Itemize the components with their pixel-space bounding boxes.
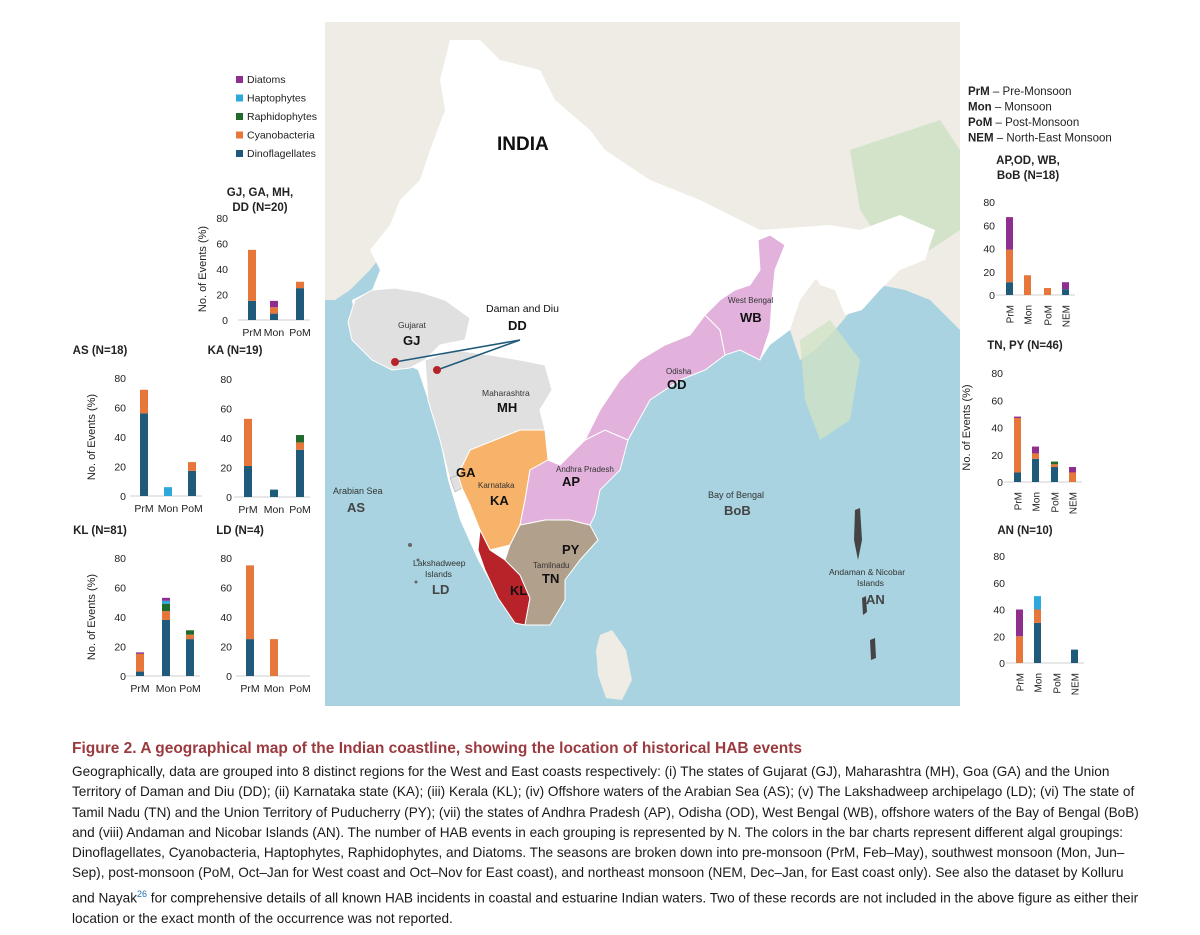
legend-label: Raphidophytes [247, 111, 318, 123]
x-tick-label: PoM [289, 504, 311, 516]
map-region-wb-name: West Bengal [728, 296, 774, 305]
map-sea-ld: LD [432, 582, 450, 597]
y-tick-label: 60 [993, 577, 1005, 590]
y-axis-label: No. of Events (%) [86, 393, 98, 481]
bar-segment-cyanobacteria [162, 611, 170, 620]
map-region-ap-name: Andhra Pradesh [556, 465, 614, 474]
bar-segment-dinoflagellates [186, 639, 194, 676]
bar-segment-cyanobacteria [246, 565, 254, 639]
y-tick-label: 60 [216, 238, 228, 251]
y-tick-label: 80 [991, 368, 1003, 380]
chart-title: AP,OD, WB, [996, 155, 1060, 167]
bar-segment-dinoflagellates [270, 490, 278, 497]
y-tick-label: 0 [226, 492, 232, 504]
bar-segment-cyanobacteria [1044, 288, 1051, 295]
map-region-ka-name: Karnataka [478, 481, 515, 490]
bar-segment-haptophytes [1034, 596, 1041, 609]
map-daman-label: Daman and Diu [486, 303, 559, 315]
legend-swatch [236, 113, 243, 120]
season-abbr: Mon [968, 101, 992, 114]
bar-segment-cyanobacteria [270, 307, 278, 313]
chart-title: LD (N=4) [216, 525, 264, 537]
map-sea-an-name-2: Islands [857, 578, 884, 588]
legend-swatch [236, 132, 243, 139]
bar-segment-dinoflagellates [1071, 650, 1078, 663]
y-tick-label: 0 [999, 658, 1005, 670]
chart-5 [216, 525, 311, 695]
y-axis-label: No. of Events (%) [961, 384, 973, 471]
y-tick-label: 20 [216, 289, 228, 302]
x-tick-label: Mon [263, 327, 285, 339]
season-full: – Monsoon [991, 101, 1052, 114]
y-tick-label: 0 [997, 477, 1003, 489]
chart-3 [208, 345, 311, 516]
season-abbr: PoM [968, 117, 993, 129]
map-sea-bob: BoB [724, 503, 751, 518]
bar-segment-cyanobacteria [1024, 275, 1031, 295]
bar-segment-haptophytes [162, 601, 170, 604]
bar-segment-raphidophytes [162, 604, 170, 611]
x-tick-label: NEM [1061, 305, 1073, 328]
y-tick-label: 20 [220, 641, 232, 654]
caption-body-text-end: for comprehensive details of all known HAB incidents in coastal and estuarine Indian waters. Two of these records are not included in the above figure as either their location or the exact month of the occurrence was not reported. [72, 890, 1139, 926]
map-region-od-name: Odisha [666, 367, 692, 376]
bar-segment-dinoflagellates [296, 288, 304, 320]
chart-4 [73, 525, 201, 695]
y-tick-label: 0 [120, 671, 126, 683]
x-tick-label: PrM [240, 683, 260, 695]
y-tick-label: 0 [222, 315, 228, 327]
bar-segment-cyanobacteria [140, 390, 148, 414]
caption-body [72, 762, 1142, 929]
y-tick-label: 80 [220, 374, 232, 386]
chart-title: AS (N=18) [72, 345, 128, 357]
map-region-gj-name: Gujarat [398, 320, 426, 330]
y-tick-label: 40 [114, 432, 126, 444]
bar-segment-dinoflagellates [136, 672, 144, 676]
bar-segment-dinoflagellates [162, 620, 170, 676]
map-region-mh: MH [497, 400, 518, 415]
y-tick-label: 40 [220, 433, 232, 445]
x-tick-label: PrM [1005, 305, 1017, 324]
bar-segment-diatoms [1032, 447, 1039, 454]
bar-segment-dinoflagellates [1014, 472, 1021, 482]
y-tick-label: 40 [991, 422, 1003, 435]
map-sea-ld-name-1: Lakshadweep [413, 558, 466, 568]
x-tick-label: PoM [181, 503, 203, 515]
y-axis-label: No. of Events (%) [86, 573, 98, 661]
season-key-item [968, 133, 1112, 145]
legend-label: Dinoflagellates [247, 148, 316, 160]
y-tick-label: 80 [114, 553, 126, 565]
y-tick-label: 40 [220, 612, 232, 624]
bar-segment-cyanobacteria [1006, 250, 1013, 283]
y-tick-label: 80 [114, 373, 126, 385]
y-tick-label: 0 [989, 290, 995, 302]
map-region-dd: DD [508, 318, 527, 333]
map-region-gj: GJ [403, 333, 421, 348]
caption-title: Figure 2. A geographical map of the Indian coastline, showing the location of historical HAB events [72, 740, 803, 757]
map-sea-as: AS [347, 500, 366, 515]
chart-title: GJ, GA, MH, [226, 187, 294, 199]
chart-title: TN, PY (N=46) [987, 340, 1063, 352]
map-sea-ld-name-2: Islands [425, 569, 452, 579]
bar-segment-dinoflagellates [296, 450, 304, 497]
x-tick-label: PoM [1043, 305, 1055, 326]
bar-segment-haptophytes [164, 487, 172, 496]
bar-segment-dinoflagellates [1032, 459, 1039, 482]
chart-title: DD (N=20) [232, 202, 288, 214]
legend-swatch [236, 150, 243, 157]
y-tick-label: 60 [114, 582, 126, 595]
bar-segment-cyanobacteria [270, 639, 278, 676]
x-tick-label: PoM [1050, 492, 1062, 513]
x-tick-label: Mon [263, 683, 285, 695]
x-tick-label: PoM [289, 327, 311, 339]
y-tick-label: 60 [991, 395, 1003, 408]
x-tick-label: PrM [130, 683, 150, 695]
map-region-ka: KA [490, 493, 509, 508]
map-sea-an: AN [866, 592, 885, 607]
bar-segment-diatoms [1006, 217, 1013, 250]
bar-segment-cyanobacteria [1069, 472, 1076, 482]
y-tick-label: 60 [114, 402, 126, 415]
bar-segment-raphidophytes [1051, 462, 1058, 465]
bar-segment-cyanobacteria [296, 442, 304, 449]
season-abbr: NEM [968, 132, 994, 145]
y-tick-label: 80 [216, 213, 228, 225]
bar-segment-dinoflagellates [248, 301, 256, 320]
season-abbr: PrM [968, 86, 990, 98]
bar-segment-cyanobacteria [1032, 453, 1039, 458]
x-tick-label: PrM [242, 327, 262, 339]
x-tick-label: PrM [238, 504, 258, 516]
chart-title: KL (N=81) [73, 525, 127, 537]
bar-segment-dinoflagellates [244, 466, 252, 497]
y-tick-label: 60 [220, 403, 232, 416]
bar-segment-cyanobacteria [1016, 636, 1023, 663]
y-tick-label: 20 [114, 461, 126, 474]
x-tick-label: PrM [1015, 673, 1027, 692]
season-key-item [968, 102, 1052, 114]
y-tick-label: 60 [983, 220, 995, 233]
bar-segment-dinoflagellates [246, 639, 254, 676]
chart-2 [73, 345, 203, 515]
bar-segment-cyanobacteria [244, 419, 252, 466]
chart-title: KA (N=19) [207, 345, 263, 357]
y-tick-label: 40 [114, 612, 126, 624]
map-region-wb: WB [740, 310, 762, 325]
bar-segment-diatoms [136, 652, 144, 653]
x-tick-label: PoM [179, 683, 201, 695]
x-tick-label: Mon [263, 504, 285, 516]
chart-title: AN (N=10) [997, 525, 1053, 537]
bar-segment-dinoflagellates [1006, 282, 1013, 295]
legend-label: Diatoms [247, 74, 286, 86]
map-country-label: INDIA [497, 134, 549, 155]
map-region-ga: GA [456, 465, 476, 480]
x-tick-label: Mon [1031, 492, 1043, 512]
y-tick-label: 80 [983, 197, 995, 209]
x-tick-label: Mon [155, 683, 177, 695]
bar-segment-cyanobacteria [186, 635, 194, 639]
y-tick-label: 80 [220, 553, 232, 565]
map-sea-an-name-1: Andaman & Nicobar [829, 567, 906, 577]
bar-segment-diatoms [1014, 417, 1021, 418]
season-key [968, 86, 1112, 145]
x-tick-label: Mon [1023, 305, 1035, 325]
x-tick-label: Mon [157, 503, 179, 515]
bar-segment-cyanobacteria [1014, 418, 1021, 473]
map-region-od: OD [667, 377, 687, 392]
bar-segment-raphidophytes [186, 630, 194, 634]
chart-8 [993, 525, 1084, 695]
map-sea-bob-name: Bay of Bengal [708, 490, 765, 500]
y-tick-label: 20 [983, 266, 995, 279]
algae-legend [236, 74, 317, 160]
y-tick-label: 20 [991, 449, 1003, 462]
map-region-tn-name: Tamilnadu [533, 561, 570, 570]
y-axis-label: No. of Events (%) [197, 225, 209, 313]
bar-segment-dinoflagellates [1062, 289, 1069, 295]
map-sea-as-name: Arabian Sea [333, 486, 383, 496]
map [325, 22, 960, 706]
x-tick-label: PrM [1013, 492, 1025, 511]
bar-segment-diatoms [270, 301, 278, 307]
bar-segment-cyanobacteria [136, 654, 144, 672]
bar-segment-cyanobacteria [188, 462, 196, 471]
y-tick-label: 20 [993, 631, 1005, 644]
y-tick-label: 40 [993, 604, 1005, 617]
chart-6 [983, 155, 1075, 327]
map-region-py: PY [562, 542, 580, 557]
figure-caption [72, 740, 1142, 929]
y-tick-label: 60 [220, 582, 232, 595]
x-tick-label: PoM [289, 683, 311, 695]
bar-segment-dinoflagellates [1051, 467, 1058, 482]
bar-segment-diatoms [1069, 467, 1076, 472]
season-key-item [968, 86, 1072, 98]
y-tick-label: 0 [120, 491, 126, 503]
season-full: – Post-Monsoon [992, 117, 1080, 129]
y-tick-label: 40 [216, 264, 228, 276]
y-tick-label: 20 [220, 462, 232, 475]
bar-segment-cyanobacteria [248, 250, 256, 301]
bar-segment-raphidophytes [296, 435, 304, 442]
x-tick-label: PoM [1052, 673, 1064, 694]
bar-segment-diatoms [1062, 282, 1069, 289]
bar-segment-dinoflagellates [188, 471, 196, 496]
bar-segment-dinoflagellates [1034, 623, 1041, 663]
chart-7 [961, 340, 1082, 514]
chart-title: BoB (N=18) [996, 170, 1060, 182]
bar-segment-cyanobacteria [1051, 464, 1058, 467]
y-tick-label: 80 [993, 551, 1005, 563]
map-region-ap: AP [562, 474, 581, 489]
season-full: – North-East Monsoon [993, 132, 1112, 145]
map-region-mh-name: Maharashtra [482, 388, 530, 398]
season-full: – Pre-Monsoon [989, 86, 1072, 98]
map-region-tn: TN [542, 571, 560, 586]
x-tick-label: Mon [1033, 673, 1045, 693]
season-key-item [968, 117, 1079, 129]
y-tick-label: 0 [226, 671, 232, 683]
map-region-kl: KL [510, 583, 528, 598]
bar-segment-cyanobacteria [1034, 610, 1041, 623]
caption-reference[interactable]: 26 [137, 888, 148, 899]
legend-swatch [236, 76, 243, 83]
legend-label: Cyanobacteria [247, 129, 315, 142]
x-tick-label: PrM [134, 503, 154, 515]
x-tick-label: NEM [1070, 673, 1082, 696]
chart-1 [197, 187, 311, 339]
legend-label: Haptophytes [247, 92, 306, 105]
bar-segment-dinoflagellates [140, 413, 148, 496]
bar-segment-dinoflagellates [270, 314, 278, 320]
y-tick-label: 20 [114, 641, 126, 654]
bar-segment-diatoms [162, 598, 170, 601]
bar-segment-cyanobacteria [296, 282, 304, 288]
legend-swatch [236, 95, 243, 102]
x-tick-label: NEM [1068, 492, 1080, 515]
bar-segment-diatoms [1016, 610, 1023, 637]
y-tick-label: 40 [983, 243, 995, 256]
caption-body-text: Geographically, data are grouped into 8 distinct regions for the West and East coasts respectively: (i) The states of Gujarat (GJ), Maharashtra (MH), Goa (GA) and the Union Territory of Daman and Diu (DD); (ii) Karnataka state (KA); (iii) Kerala (KL); (iv) Offshore waters of the Arabian Sea (AS); (v) The Lakshadweep archipelago (LD); (vi) The state of Tamil Nadu (TN) and the Union Territory of Puducherry (PY); (vii) the states of Andhra Pradesh (AP), Odisha (OD), West Bengal (WB), offshore waters of the Bay of Bengal (BoB) and (viii) Andaman and Nicobar Islands (AN). The number of HAB events in each grouping is represented by N. The colors in the bar charts represent different algal groupings: Dinoflagellates, Cyanobacteria, Haptophytes, Raphidophytes, and Diatoms. The seasons are broken down into pre-monsoon (PrM, Feb–May), southwest monsoon (Mon, Jun–Sep), post-monsoon (PoM, Oct–Jan for West coast and Oct–Nov for East coast), and northeast monsoon (NEM, Dec–Jan, for East coast only). See also the dataset by Kolluru and Nayak [72, 764, 1139, 906]
